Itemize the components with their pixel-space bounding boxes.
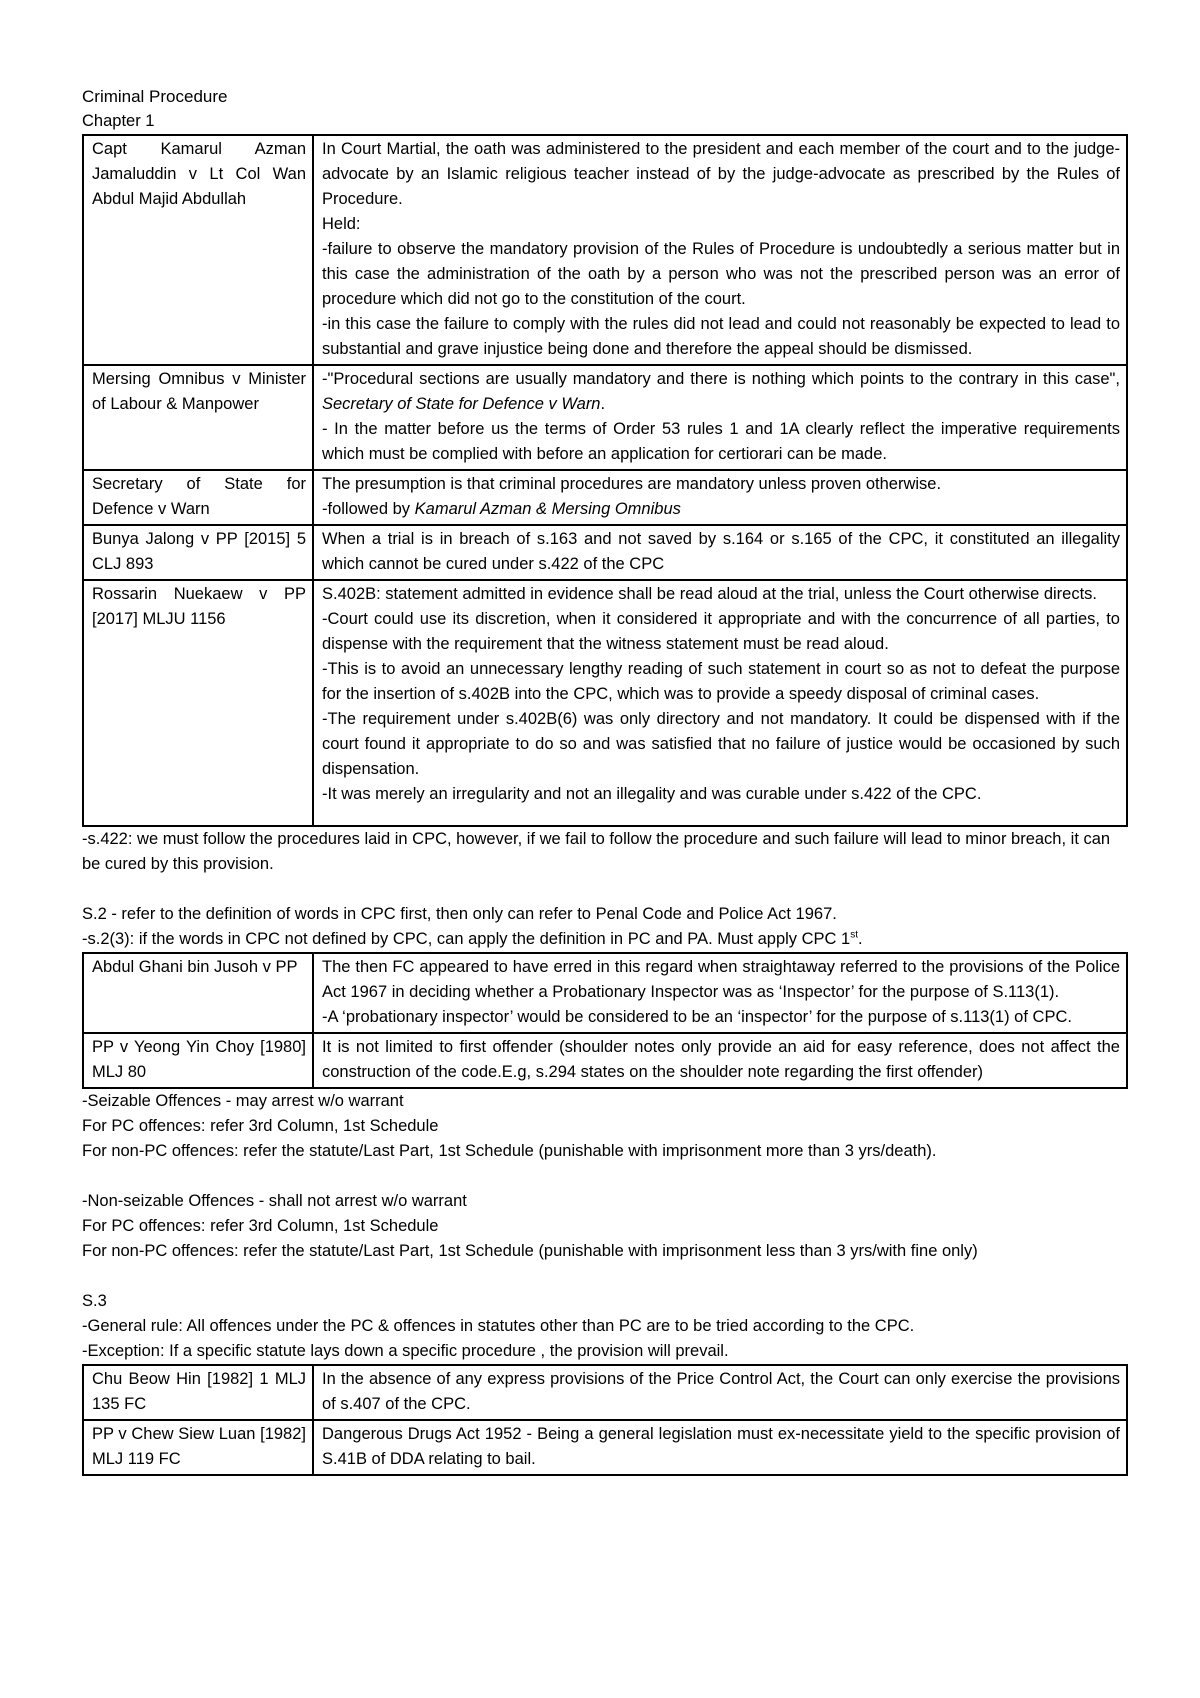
summary-line: It is not limited to first offender (shoulder notes only provide an aid for easy reference, does not affect the construction of the code.E.g, s.294 states on the shoulder note regarding the first offender)	[322, 1038, 1120, 1081]
table-row	[83, 135, 1127, 365]
case-summary	[313, 580, 1127, 826]
case-name: Chu Beow Hin [1982] 1 MLJ 135 FC	[83, 1365, 313, 1420]
summary-line: -This is to avoid an unnecessary lengthy reading of such statement in court so as not to defeat the purpose for the insertion of s.402B into the CPC, which was to provide a speedy disposal of criminal cases.	[322, 660, 1120, 703]
case-summary	[313, 953, 1127, 1033]
s3-exception: -Exception: If a specific statute lays down a specific procedure , the provision will prevail.	[82, 1342, 729, 1360]
nonseizable-pc: For PC offences: refer 3rd Column, 1st Schedule	[82, 1217, 439, 1235]
summary-line: -A ‘probationary inspector’ would be considered to be an ‘inspector’ for the purpose of s.113(1) of CPC.	[322, 1008, 1072, 1026]
case-summary	[313, 135, 1127, 365]
summary-line: - In the matter before us the terms of Order 53 rules 1 and 1A clearly reflect the imperative requirements which must be complied with before an application for certiorari can be made.	[322, 420, 1120, 463]
summary-text: -followed by	[322, 500, 415, 518]
summary-line: S.402B: statement admitted in evidence shall be read aloud at the trial, unless the Court otherwise directs.	[322, 585, 1098, 603]
summary-line	[322, 497, 1120, 522]
summary-line: -Court could use its discretion, when it considered it appropriate and with the concurrence of all parties, to dispense with the requirement that the witness statement must be read aloud.	[322, 610, 1120, 653]
case-summary	[313, 1033, 1127, 1088]
case-summary	[313, 1420, 1127, 1475]
summary-line: -failure to observe the mandatory provision of the Rules of Procedure is undoubtedly a serious matter but in this case the administration of the oath by a person who was not the prescribed person was an error of procedure which did not go to the constitution of the court.	[322, 240, 1120, 308]
table-row	[83, 1420, 1127, 1475]
case-summary	[313, 470, 1127, 525]
superscript: st	[850, 929, 859, 941]
spacer	[82, 1264, 1132, 1289]
summary-text: .	[600, 395, 606, 413]
case-table-mandatory-procedure	[82, 134, 1128, 827]
table-row	[83, 953, 1127, 1033]
case-name: Abdul Ghani bin Jusoh v PP	[83, 953, 313, 1033]
spacer	[82, 1164, 1132, 1189]
summary-text: -"Procedural sections are usually mandatory and there is nothing which points to the contrary in this case",	[322, 370, 1120, 388]
summary-line: The then FC appeared to have erred in this regard when straightaway referred to the provisions of the Police Act 1967 in deciding whether a Probationary Inspector was as ‘Inspector’ for the purpose of S.113(1).	[322, 958, 1120, 1001]
summary-line: In Court Martial, the oath was administered to the president and each member of the court and to the judge-advocate by an Islamic religious teacher instead of by the judge-advocate as prescribed by the Rules of Procedure.	[322, 140, 1120, 208]
case-name: Rossarin Nuekaew v PP [2017] MLJU 1156	[83, 580, 313, 826]
cited-case: Secretary of State for Defence v Warn	[322, 395, 601, 413]
s3-heading: S.3	[82, 1292, 107, 1310]
document-title: Criminal Procedure	[82, 87, 228, 106]
case-name: Bunya Jalong v PP [2015] 5 CLJ 893	[83, 525, 313, 580]
s2-3-text: -s.2(3): if the words in CPC not defined by CPC, can apply the definition in PC and PA. Must apply CPC 1	[82, 930, 851, 948]
seizable-heading: -Seizable Offences - may arrest w/o warrant	[82, 1092, 404, 1110]
summary-line: The presumption is that criminal procedures are mandatory unless proven otherwise.	[322, 475, 942, 493]
document-page	[82, 84, 1132, 1476]
nonseizable-non-pc: For non-PC offences: refer the statute/Last Part, 1st Schedule (punishable with imprisonment less than 3 yrs/with fine only)	[82, 1242, 978, 1260]
case-name: PP v Yeong Yin Choy [1980] MLJ 80	[83, 1033, 313, 1088]
summary-line: -in this case the failure to comply with the rules did not lead and could not reasonably be expected to lead to substantial and grave injustice being done and therefore the appeal should be dismissed.	[322, 315, 1120, 358]
s2-3-text: .	[858, 930, 863, 948]
case-table-definitions	[82, 952, 1128, 1089]
table-row	[83, 470, 1127, 525]
summary-line: In the absence of any express provisions of the Price Control Act, the Court can only exercise the provisions of s.407 of the CPC.	[322, 1370, 1120, 1413]
case-name: PP v Chew Siew Luan [1982] MLJ 119 FC	[83, 1420, 313, 1475]
summary-line: Dangerous Drugs Act 1952 - Being a general legislation must ex-necessitate yield to the specific provision of S.41B of DDA relating to bail.	[322, 1425, 1120, 1468]
s2-3-note	[82, 927, 1132, 952]
summary-line: Held:	[322, 215, 361, 233]
case-summary	[313, 365, 1127, 470]
s422-note: -s.422: we must follow the procedures laid in CPC, however, if we fail to follow the procedure and such failure will lead to minor breach, it can be cured by this provision.	[82, 830, 1111, 873]
cited-case: Kamarul Azman & Mersing Omnibus	[414, 500, 681, 518]
s3-general-rule: -General rule: All offences under the PC & offences in statutes other than PC are to be tried according to the CPC.	[82, 1317, 915, 1335]
table-row	[83, 1365, 1127, 1420]
seizable-non-pc: For non-PC offences: refer the statute/Last Part, 1st Schedule (punishable with imprisonment more than 3 yrs/death).	[82, 1142, 937, 1160]
seizable-pc: For PC offences: refer 3rd Column, 1st Schedule	[82, 1117, 439, 1135]
table-row	[83, 365, 1127, 470]
case-table-specific-statute	[82, 1364, 1128, 1476]
summary-line: When a trial is in breach of s.163 and not saved by s.164 or s.165 of the CPC, it constituted an illegality which cannot be cured under s.422 of the CPC	[322, 530, 1120, 573]
case-summary	[313, 525, 1127, 580]
nonseizable-heading: -Non-seizable Offences - shall not arrest w/o warrant	[82, 1192, 467, 1210]
case-name: Secretary of State for Defence v Warn	[83, 470, 313, 525]
spacer	[82, 877, 1132, 902]
chapter-heading: Chapter 1	[82, 112, 155, 130]
case-name: Mersing Omnibus v Minister of Labour & Manpower	[83, 365, 313, 470]
table-row	[83, 525, 1127, 580]
case-summary	[313, 1365, 1127, 1420]
table-row	[83, 1033, 1127, 1088]
s2-note: S.2 - refer to the definition of words in CPC first, then only can refer to Penal Code and Police Act 1967.	[82, 905, 837, 923]
case-name: Capt Kamarul Azman Jamaluddin v Lt Col Wan Abdul Majid Abdullah	[83, 135, 313, 365]
summary-line: -The requirement under s.402B(6) was only directory and not mandatory. It could be dispensed with if the court found it appropriate to do so and was satisfied that no failure of justice would be occasioned by such dispensation.	[322, 710, 1120, 778]
summary-line: -It was merely an irregularity and not an illegality and was curable under s.422 of the CPC.	[322, 785, 982, 803]
summary-line	[322, 367, 1120, 417]
table-row	[83, 580, 1127, 826]
